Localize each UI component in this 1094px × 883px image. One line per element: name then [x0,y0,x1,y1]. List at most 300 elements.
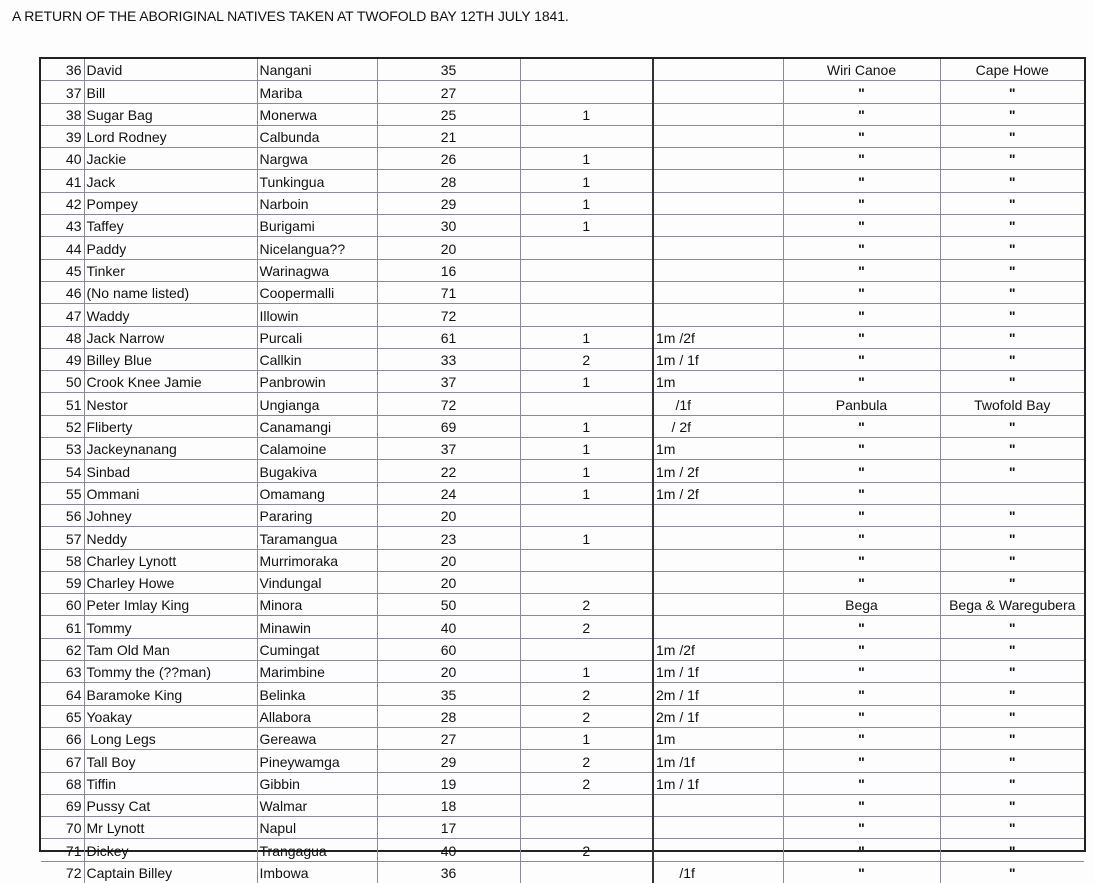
age-cell: 28 [377,170,520,192]
count-cell [520,817,653,839]
row-number-cell: 37 [41,81,84,103]
place-cell: " [783,817,940,839]
place-cell: " [783,415,940,437]
natives-table [39,57,1086,881]
english-name-cell: Mr Lynott [84,817,257,839]
native-name-cell: Nicelangua?? [257,237,377,259]
table-row [41,705,1084,727]
table-row [41,571,1084,593]
count-cell: 1 [520,438,653,460]
age-cell: 20 [377,237,520,259]
children-cell [653,504,783,526]
children-cell [653,839,783,861]
count-cell [520,281,653,303]
count-cell: 1 [520,460,653,482]
document-title: A RETURN OF THE ABORIGINAL NATIVES TAKEN AT TWOFOLD BAY 12TH JULY 1841. [12,8,569,24]
children-cell [653,81,783,103]
row-number-cell: 59 [41,571,84,593]
count-cell [520,59,653,81]
native-name-cell: Ungianga [257,393,377,415]
age-cell: 22 [377,460,520,482]
native-name-cell: Imbowa [257,861,377,883]
table-row [41,148,1084,170]
table-row [41,304,1084,326]
age-cell: 20 [377,504,520,526]
district-cell: " [940,661,1084,683]
age-cell: 69 [377,415,520,437]
place-cell: " [783,750,940,772]
district-cell: " [940,772,1084,794]
count-cell [520,549,653,571]
table-row [41,192,1084,214]
children-cell: 2m / 1f [653,683,783,705]
children-cell [653,304,783,326]
children-cell: 1m / 2f [653,460,783,482]
native-name-cell: Pineywamga [257,750,377,772]
place-cell: " [783,549,940,571]
english-name-cell: Tam Old Man [84,638,257,660]
district-cell: " [940,571,1084,593]
english-name-cell: Tinker [84,259,257,281]
age-cell: 21 [377,125,520,147]
table-row [41,794,1084,816]
native-name-cell: Burigami [257,215,377,237]
district-cell: Bega & Waregubera [940,594,1084,616]
age-cell: 24 [377,482,520,504]
row-number-cell: 49 [41,348,84,370]
place-cell: " [783,259,940,281]
row-number-cell: 71 [41,839,84,861]
english-name-cell: Peter Imlay King [84,594,257,616]
place-cell: " [783,148,940,170]
district-cell: " [940,192,1084,214]
native-name-cell: Walmar [257,794,377,816]
native-name-cell: Taramangua [257,527,377,549]
district-cell: " [940,794,1084,816]
district-cell: " [940,504,1084,526]
native-name-cell: Gereawa [257,727,377,749]
table-row [41,326,1084,348]
table-row [41,817,1084,839]
row-number-cell: 48 [41,326,84,348]
table-row [41,460,1084,482]
children-cell: /1f [653,861,783,883]
table-row [41,750,1084,772]
native-name-cell: Panbrowin [257,371,377,393]
district-cell: " [940,705,1084,727]
children-cell [653,215,783,237]
children-cell [653,549,783,571]
table-row [41,549,1084,571]
english-name-cell: Johney [84,504,257,526]
children-cell [653,192,783,214]
native-name-cell: Trangagua [257,839,377,861]
table-row [41,839,1084,861]
english-name-cell: Tall Boy [84,750,257,772]
english-name-cell: Billey Blue [84,348,257,370]
english-name-cell: Sugar Bag [84,103,257,125]
native-name-cell: Warinagwa [257,259,377,281]
count-cell: 1 [520,148,653,170]
english-name-cell: (No name listed) [84,281,257,303]
native-name-cell: Illowin [257,304,377,326]
children-cell [653,59,783,81]
age-cell: 28 [377,705,520,727]
count-cell: 2 [520,594,653,616]
english-name-cell: Tommy [84,616,257,638]
row-number-cell: 52 [41,415,84,437]
children-cell: 1m /1f [653,750,783,772]
table-row [41,215,1084,237]
count-cell: 1 [520,326,653,348]
native-name-cell: Purcali [257,326,377,348]
children-cell: / 2f [653,415,783,437]
english-name-cell: Jack Narrow [84,326,257,348]
place-cell: " [783,839,940,861]
row-number-cell: 64 [41,683,84,705]
table-row [41,281,1084,303]
row-number-cell: 38 [41,103,84,125]
english-name-cell: Captain Billey [84,861,257,883]
age-cell: 71 [377,281,520,303]
children-cell [653,527,783,549]
children-cell: 2m / 1f [653,705,783,727]
english-name-cell: Tiffin [84,772,257,794]
table-row [41,371,1084,393]
count-cell: 2 [520,616,653,638]
english-name-cell: David [84,59,257,81]
count-cell: 2 [520,705,653,727]
english-name-cell: Sinbad [84,460,257,482]
children-cell: 1m / 2f [653,482,783,504]
children-cell [653,616,783,638]
english-name-cell: Jackeynanang [84,438,257,460]
native-name-cell: Allabora [257,705,377,727]
english-name-cell: Neddy [84,527,257,549]
native-name-cell: Nargwa [257,148,377,170]
row-number-cell: 53 [41,438,84,460]
children-cell: 1m /2f [653,638,783,660]
native-name-cell: Canamangi [257,415,377,437]
table-row [41,661,1084,683]
age-cell: 19 [377,772,520,794]
age-cell: 23 [377,527,520,549]
children-cell [653,594,783,616]
age-cell: 26 [377,148,520,170]
district-cell: " [940,438,1084,460]
english-name-cell: Jackie [84,148,257,170]
district-cell: Cape Howe [940,59,1084,81]
table-row [41,103,1084,125]
count-cell: 1 [520,170,653,192]
row-number-cell: 36 [41,59,84,81]
native-name-cell: Nangani [257,59,377,81]
count-cell: 2 [520,750,653,772]
row-number-cell: 44 [41,237,84,259]
english-name-cell: Charley Howe [84,571,257,593]
age-cell: 40 [377,839,520,861]
table-row [41,415,1084,437]
children-cell [653,148,783,170]
place-cell: " [783,527,940,549]
row-number-cell: 63 [41,661,84,683]
children-cell: 1m [653,371,783,393]
native-name-cell: Mariba [257,81,377,103]
english-name-cell: Jack [84,170,257,192]
count-cell [520,81,653,103]
english-name-cell: Taffey [84,215,257,237]
age-cell: 35 [377,683,520,705]
table-row [41,393,1084,415]
table-row [41,482,1084,504]
table-row [41,527,1084,549]
district-cell: " [940,81,1084,103]
english-name-cell: Lord Rodney [84,125,257,147]
row-number-cell: 55 [41,482,84,504]
table-row [41,727,1084,749]
english-name-cell: Long Legs [84,727,257,749]
native-name-cell: Pararing [257,504,377,526]
place-cell: " [783,772,940,794]
count-cell: 2 [520,683,653,705]
district-cell: " [940,304,1084,326]
district-cell: " [940,148,1084,170]
place-cell: Bega [783,594,940,616]
place-cell: " [783,81,940,103]
place-cell: " [783,683,940,705]
children-cell: 1m /2f [653,326,783,348]
children-cell: 1m [653,727,783,749]
table-row [41,616,1084,638]
count-cell [520,504,653,526]
children-cell [653,281,783,303]
table-row [41,772,1084,794]
count-cell: 1 [520,482,653,504]
row-number-cell: 60 [41,594,84,616]
children-cell: 1m [653,438,783,460]
native-name-cell: Minora [257,594,377,616]
english-name-cell: Dickey [84,839,257,861]
table-row [41,638,1084,660]
place-cell: " [783,438,940,460]
place-cell: " [783,861,940,883]
row-number-cell: 51 [41,393,84,415]
native-name-cell: Callkin [257,348,377,370]
native-name-cell: Marimbine [257,661,377,683]
district-cell: " [940,125,1084,147]
english-name-cell: Waddy [84,304,257,326]
age-cell: 37 [377,438,520,460]
district-cell: " [940,527,1084,549]
row-number-cell: 40 [41,148,84,170]
children-cell [653,103,783,125]
english-name-cell: Baramoke King [84,683,257,705]
age-cell: 29 [377,192,520,214]
native-name-cell: Tunkingua [257,170,377,192]
place-cell: " [783,281,940,303]
place-cell: Wiri Canoe [783,59,940,81]
district-cell: " [940,817,1084,839]
count-cell [520,237,653,259]
place-cell: " [783,215,940,237]
age-cell: 37 [377,371,520,393]
row-number-cell: 41 [41,170,84,192]
age-cell: 27 [377,81,520,103]
count-cell: 1 [520,371,653,393]
row-number-cell: 69 [41,794,84,816]
age-cell: 20 [377,571,520,593]
place-cell: " [783,348,940,370]
district-cell: " [940,839,1084,861]
district-cell: " [940,460,1084,482]
age-cell: 20 [377,661,520,683]
count-cell: 1 [520,661,653,683]
age-cell: 17 [377,817,520,839]
place-cell: " [783,482,940,504]
district-cell: " [940,549,1084,571]
english-name-cell: Ommani [84,482,257,504]
district-cell: " [940,326,1084,348]
count-cell: 2 [520,839,653,861]
table-row [41,504,1084,526]
table-row [41,438,1084,460]
native-name-cell: Bugakiva [257,460,377,482]
place-cell: " [783,661,940,683]
english-name-cell: Yoakay [84,705,257,727]
place-cell: " [783,705,940,727]
children-cell [653,170,783,192]
row-number-cell: 45 [41,259,84,281]
place-cell: " [783,192,940,214]
district-cell: " [940,616,1084,638]
table-row [41,170,1084,192]
row-number-cell: 46 [41,281,84,303]
english-name-cell: Pussy Cat [84,794,257,816]
native-name-cell: Narboin [257,192,377,214]
count-cell: 1 [520,192,653,214]
district-cell: " [940,683,1084,705]
count-cell [520,125,653,147]
count-cell [520,571,653,593]
count-cell: 1 [520,415,653,437]
row-number-cell: 68 [41,772,84,794]
native-name-cell: Cumingat [257,638,377,660]
age-cell: 61 [377,326,520,348]
row-number-cell: 61 [41,616,84,638]
count-cell [520,861,653,883]
place-cell: " [783,304,940,326]
count-cell [520,259,653,281]
age-cell: 72 [377,393,520,415]
children-cell: 1m / 1f [653,348,783,370]
district-cell: " [940,170,1084,192]
row-number-cell: 42 [41,192,84,214]
native-name-cell: Calbunda [257,125,377,147]
age-cell: 18 [377,794,520,816]
native-name-cell: Minawin [257,616,377,638]
place-cell: " [783,571,940,593]
place-cell: " [783,125,940,147]
english-name-cell: Nestor [84,393,257,415]
native-name-cell: Murrimoraka [257,549,377,571]
age-cell: 72 [377,304,520,326]
row-number-cell: 62 [41,638,84,660]
age-cell: 30 [377,215,520,237]
children-cell [653,794,783,816]
district-cell: " [940,415,1084,437]
district-cell: " [940,371,1084,393]
row-number-cell: 66 [41,727,84,749]
row-number-cell: 54 [41,460,84,482]
native-name-cell: Belinka [257,683,377,705]
native-name-cell: Calamoine [257,438,377,460]
row-number-cell: 57 [41,527,84,549]
row-number-cell: 65 [41,705,84,727]
district-cell: " [940,237,1084,259]
native-name-cell: Vindungal [257,571,377,593]
place-cell: " [783,638,940,660]
count-cell [520,794,653,816]
age-cell: 33 [377,348,520,370]
row-number-cell: 50 [41,371,84,393]
table-row [41,259,1084,281]
age-cell: 35 [377,59,520,81]
district-cell: " [940,638,1084,660]
english-name-cell: Tommy the (??man) [84,661,257,683]
age-cell: 27 [377,727,520,749]
table-row [41,81,1084,103]
english-name-cell: Fliberty [84,415,257,437]
district-cell: Twofold Bay [940,393,1084,415]
row-number-cell: 58 [41,549,84,571]
row-number-cell: 43 [41,215,84,237]
children-cell [653,817,783,839]
native-name-cell: Gibbin [257,772,377,794]
children-cell: 1m / 1f [653,661,783,683]
place-cell: " [783,460,940,482]
children-cell [653,125,783,147]
count-cell: 1 [520,727,653,749]
district-cell: " [940,727,1084,749]
native-name-cell: Napul [257,817,377,839]
table-row [41,59,1084,81]
place-cell: " [783,504,940,526]
table-row [41,594,1084,616]
children-cell: 1m / 1f [653,772,783,794]
count-cell: 2 [520,772,653,794]
age-cell: 40 [377,616,520,638]
children-cell: /1f [653,393,783,415]
row-number-cell: 67 [41,750,84,772]
age-cell: 36 [377,861,520,883]
children-cell [653,237,783,259]
table-row [41,237,1084,259]
english-name-cell: Paddy [84,237,257,259]
place-cell: " [783,371,940,393]
count-cell [520,393,653,415]
age-cell: 60 [377,638,520,660]
district-cell [940,482,1084,504]
natives-grid [41,59,1084,883]
table-row [41,861,1084,883]
count-cell [520,304,653,326]
table-row [41,683,1084,705]
row-number-cell: 56 [41,504,84,526]
age-cell: 29 [377,750,520,772]
count-cell [520,638,653,660]
district-cell: " [940,259,1084,281]
count-cell: 1 [520,215,653,237]
